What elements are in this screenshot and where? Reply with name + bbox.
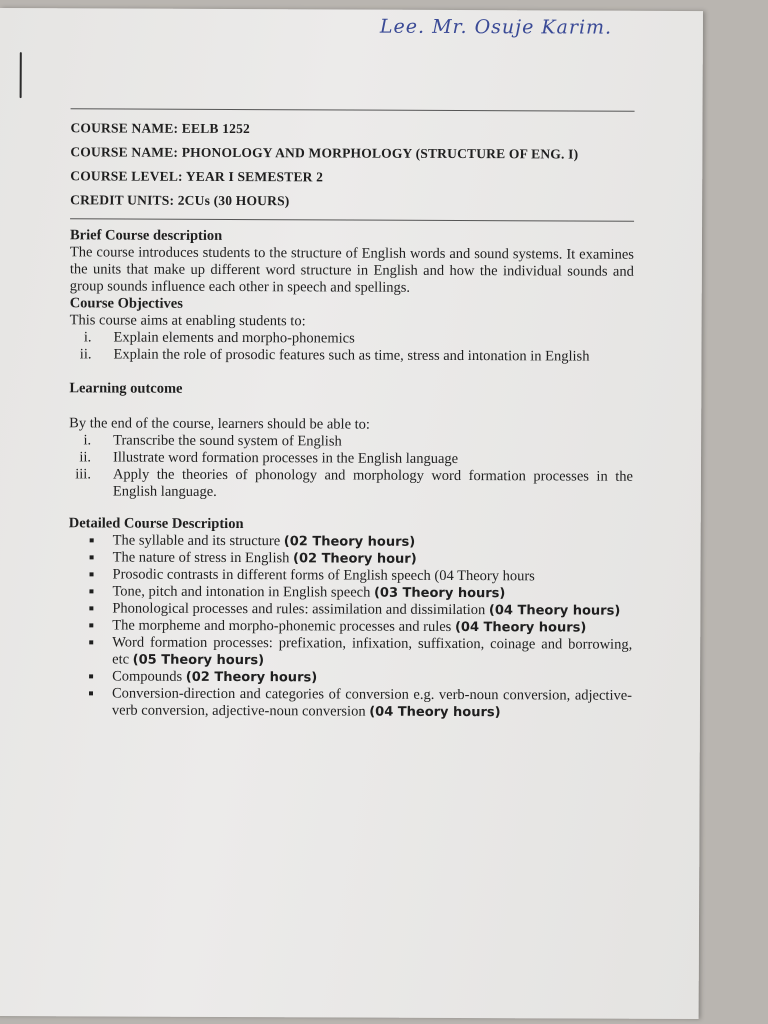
list-item: The morpheme and morpho-phonemic processes and rules (04 Theory hours)	[68, 617, 632, 636]
objectives-section	[69, 295, 633, 365]
list-item: ii. Illustrate word formation processes in the English language	[79, 449, 459, 468]
objectives-list	[69, 329, 633, 365]
bullet-icon	[90, 538, 94, 542]
learning-outcome-intro: By the end of the course, learners should be able to:	[69, 415, 371, 433]
detailed-description-list	[68, 532, 633, 721]
objectives-intro: This course aims at enabling students to:	[69, 312, 306, 330]
bullet-icon	[89, 691, 93, 695]
bullet-icon	[90, 572, 94, 576]
brief-description-section	[70, 227, 634, 297]
top-rule	[71, 108, 635, 111]
document-page	[0, 8, 703, 1019]
learning-outcome-heading: Learning outcome	[69, 380, 183, 397]
list-item: Tone, pitch and intonation in English speech (03 Theory hours)	[68, 583, 632, 602]
list-item: Conversion-direction and categories of conversion e.g. verb-noun conversion, adjective-verb conversion, adjective-noun conversion (04 Theory hours)	[68, 685, 632, 721]
pen-mark	[20, 52, 22, 98]
bullet-icon	[90, 555, 94, 559]
list-item: Compounds (02 Theory hours)	[68, 668, 632, 687]
list-item: The nature of stress in English (02 Theory hour)	[69, 549, 633, 568]
objectives-heading: Course Objectives	[69, 295, 183, 312]
handwritten-note: Lee. Mr. Osuje Karim.	[379, 15, 613, 39]
bullet-icon	[89, 674, 93, 678]
list-item: i. Explain elements and morpho-phonemics	[83, 329, 355, 347]
list-item: ii. Explain the role of prosodic features such as time, stress and intonation in English	[79, 346, 590, 365]
list-item: iii. Apply the theories of phonology and morphology word formation processes in the English language.	[75, 466, 633, 500]
outcomes-list	[69, 432, 633, 502]
bullet-icon	[89, 623, 93, 627]
credit-units-line: CREDIT UNITS: 2CUs (30 HOURS)	[70, 192, 290, 209]
list-item: Prosodic contrasts in different forms of English speech (04 Theory hours	[68, 566, 632, 585]
bullet-icon	[89, 606, 93, 610]
bullet-icon	[89, 640, 93, 644]
list-item: The syllable and its structure (02 Theory hours)	[69, 532, 633, 551]
learning-outcome-section	[69, 380, 634, 502]
detailed-description-section	[68, 515, 633, 721]
course-code-line: COURSE NAME: EELB 1252	[70, 120, 251, 137]
bottom-rule	[70, 218, 634, 221]
list-item: Phonological processes and rules: assimilation and dissimilation (04 Theory hours)	[68, 600, 632, 619]
list-item: i. Transcribe the sound system of English	[83, 432, 342, 450]
course-name-line: COURSE NAME: PHONOLOGY AND MORPHOLOGY (STRUCTURE OF ENG. I)	[70, 144, 579, 162]
brief-description-text: The course introduces students to the structure of English words and sound systems. It examines the units that make up different word structure in English and how the individual sounds and group sounds influence each other in speech and spellings.	[69, 244, 634, 296]
bullet-icon	[89, 589, 93, 593]
list-item: Word formation processes: prefixation, infixation, suffixation, coinage and borrowing, etc (05 Theory hours)	[68, 634, 632, 670]
course-header	[70, 119, 634, 210]
detailed-description-heading: Detailed Course Description	[68, 515, 244, 533]
brief-description-heading: Brief Course description	[69, 227, 223, 244]
document-content	[68, 108, 635, 721]
course-level-line: COURSE LEVEL: YEAR I SEMESTER 2	[70, 168, 324, 185]
